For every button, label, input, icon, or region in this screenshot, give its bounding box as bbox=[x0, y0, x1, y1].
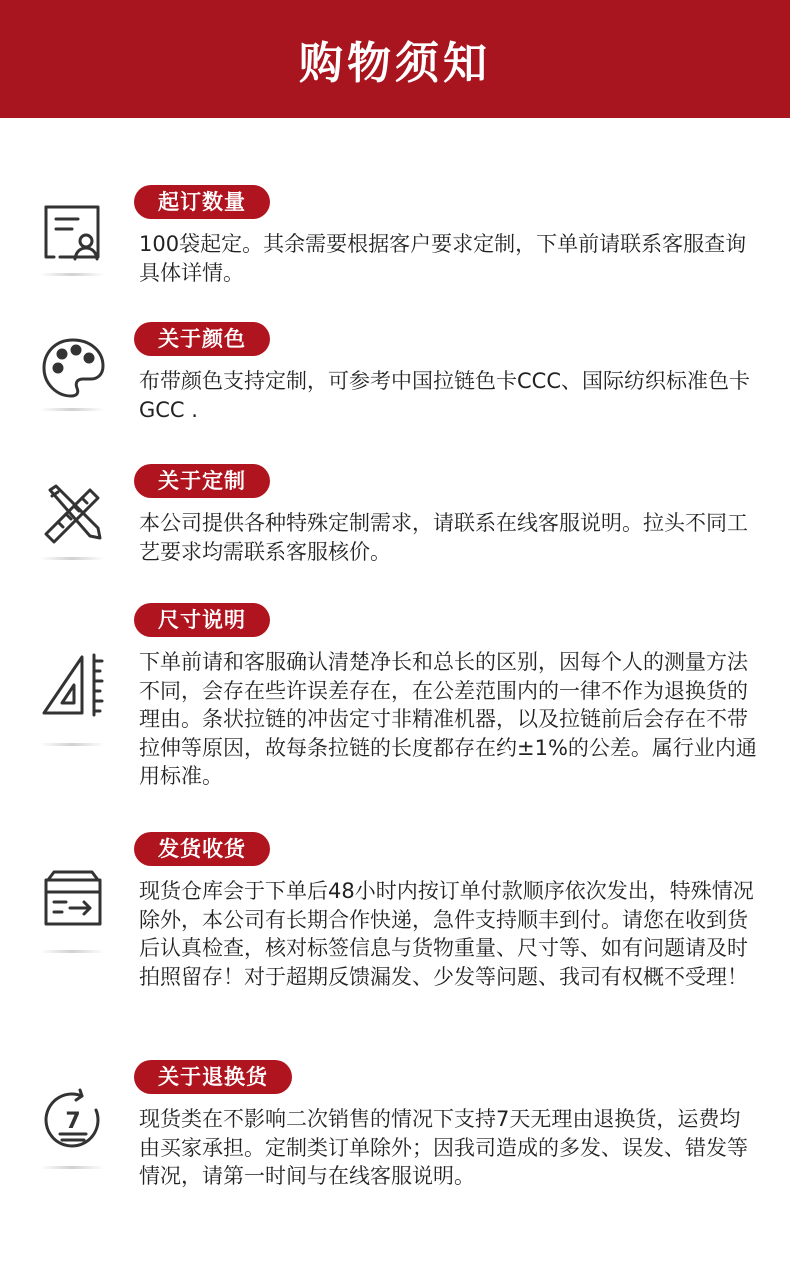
seven-day-return-icon bbox=[36, 1084, 110, 1158]
palette-icon bbox=[36, 332, 110, 406]
icon-shadow bbox=[40, 743, 104, 746]
section-badge: 发货收货 bbox=[134, 832, 270, 866]
icon-shadow bbox=[40, 557, 104, 560]
section-text: 现货仓库会于下单后48小时内按订单付款顺序依次发出，特殊情况除外，本公司有长期合作快递，急件支持顺丰到付。请您在收到货后认真检查，核对标签信息与货物重量、尺寸等、如有问题请及时拍照留存！对于超期反馈漏发、少发等问题、我司有权概不受理！ bbox=[139, 879, 754, 989]
section-text: 本公司提供各种特殊定制需求，请联系在线客服说明。拉头不同工艺要求均需联系客服核价。 bbox=[139, 511, 748, 564]
page-header bbox=[0, 0, 790, 118]
section-text: 下单前请和客服确认清楚净长和总长的区别，因每个人的测量方法不同，会存在些许误差存在，在公差范围内的一律不作为退换货的理由。条状拉链的冲齿定寸非精准机器，以及拉链前后会存在不带拉伸等原因，故每条拉链的长度都存在约±1%的公差。属行业内通用标准。 bbox=[139, 650, 757, 788]
pencil-ruler-icon bbox=[36, 478, 110, 552]
icon-shadow bbox=[40, 273, 104, 276]
order-form-person-icon bbox=[36, 197, 110, 271]
section-badge: 尺寸说明 bbox=[134, 603, 270, 637]
section-text: 布带颜色支持定制，可参考中国拉链色卡CCC、国际纺织标准色卡GCC . bbox=[139, 369, 750, 422]
section-badge: 关于颜色 bbox=[134, 322, 270, 356]
section-text: 现货类在不影响二次销售的情况下支持7天无理由退换货，运费均由买家承担。定制类订单除外；因我司造成的多发、误发、错发等情况，请第一时间与在线客服说明。 bbox=[139, 1107, 748, 1188]
icon-shadow bbox=[40, 950, 104, 953]
seven-label: 7 bbox=[65, 1109, 81, 1134]
page-title: 购物须知 bbox=[299, 38, 491, 89]
section-badge: 起订数量 bbox=[134, 185, 270, 219]
section-text: 100袋起定。其余需要根据客户要求定制，下单前请联系客服查询具体详情。 bbox=[139, 232, 747, 285]
section-badge: 关于退换货 bbox=[134, 1060, 292, 1094]
shipping-box-icon bbox=[36, 862, 110, 936]
set-square-ruler-icon bbox=[36, 647, 110, 721]
icon-shadow bbox=[40, 408, 104, 411]
section-badge: 关于定制 bbox=[134, 464, 270, 498]
icon-shadow bbox=[40, 1166, 104, 1169]
